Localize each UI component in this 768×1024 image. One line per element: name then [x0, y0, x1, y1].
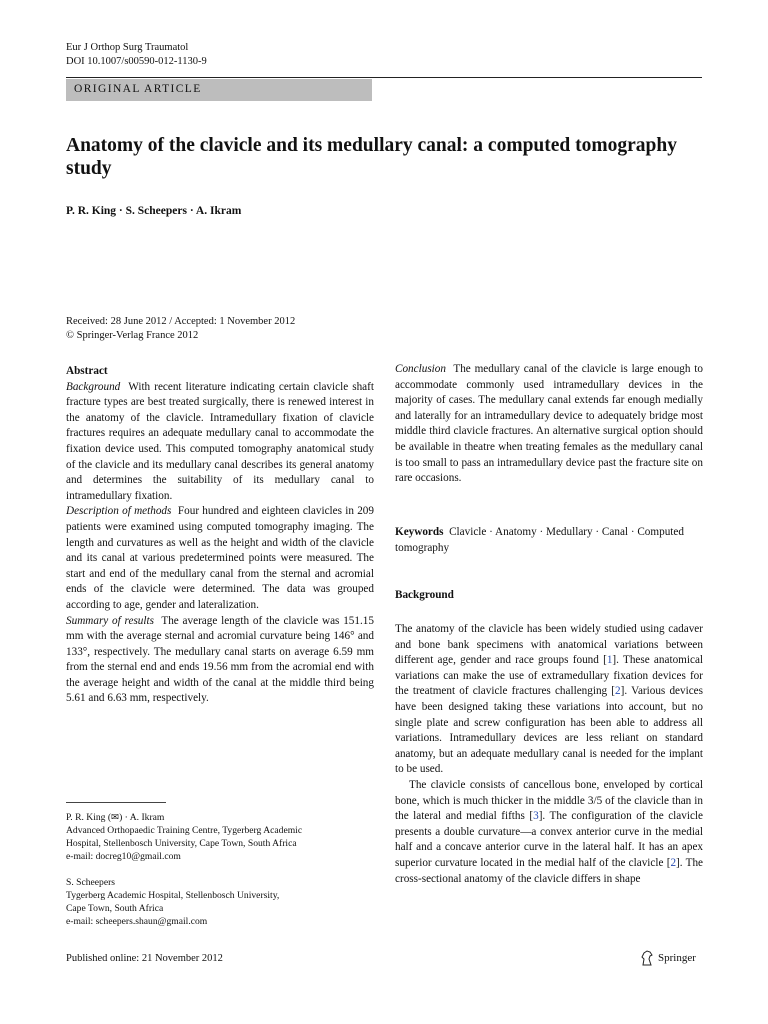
affiliation-1-email[interactable]: e-mail: docreg10@gmail.com — [66, 851, 181, 862]
background-section-body — [395, 622, 703, 887]
publisher-logo — [640, 950, 696, 966]
background-text: With recent literature indicating certain clavicle shaft fracture types are best treated surgically, there is renewed interest in the anatomy of the clavicle. Intramedullary fixation of clavicle fractures requires an adequate medullary canal to accommodate the fixation device used. This computed tomography anatomical study of the clavicle and its medullary canal describes its general anatomy and determines the suitability of its medullary canal to intramedullary fixation. — [66, 380, 374, 502]
affiliation-2-institution: Tygerberg Academic Hospital, Stellenbosch University, — [66, 890, 280, 901]
bg-p1-text-a: The anatomy of the clavicle has been widely studied using cadaver and bone bank specimens with anatomical variations between different age, gender and race groups found [ — [395, 623, 703, 667]
article-type-label: ORIGINAL ARTICLE — [74, 83, 202, 95]
abstract-methods — [66, 504, 374, 613]
author-list: P. R. King · S. Scheepers · A. Ikram — [66, 205, 242, 217]
affiliation-1-authors: P. R. King (✉) · A. Ikram — [66, 812, 165, 823]
citation-link[interactable]: 1 — [606, 654, 613, 667]
citation-link[interactable]: 3 — [533, 810, 539, 823]
citation-link[interactable]: 2 — [615, 685, 621, 698]
publication-dates — [66, 315, 295, 342]
keywords-text: Clavicle · Anatomy · Medullary · Canal · Computed tomography — [395, 526, 684, 554]
abstract-background — [66, 380, 374, 505]
results-text: The average length of the clavicle was 151.15 mm with the average sternal and acromial curvature being 146° and 133°, respectively. The medullary canal starts on average 6.59 mm from the sternal end and ends 19.56 mm from the acromial end with the average height and width of the canal at the middle third being 5.61 and 6.63 mm, respectively. — [66, 614, 374, 705]
copyright: © Springer-Verlag France 2012 — [66, 329, 199, 341]
bg-p2-text-a: The clavicle consists of cancellous bone, enveloped by cortical bone, which is much thicker in the middle 3/5 of the clavicle than in the lateral and medial fifths [ — [395, 778, 703, 823]
abstract-right-column — [395, 362, 703, 487]
springer-horse-icon — [640, 950, 654, 966]
bg-p2-text-c: ]. The cross-sectional anatomy of the clavicle differs in shape — [395, 856, 703, 885]
published-online: Published online: 21 November 2012 — [66, 953, 223, 964]
affiliation-2 — [66, 876, 279, 928]
conclusion-text: The medullary canal of the clavicle is large enough to accommodate commonly used intramedullary devices in the majority of cases. The medullary canal extends far enough medially and laterally for an intramedullary device to adequately bridge most middle third clavicle fractures. An alternative surgical option should be available in theatre when treating females as the medullary canal is too small to pass an intramedullary device past the fracture site on rare occasions. — [395, 363, 703, 485]
background-paragraph-2 — [395, 778, 703, 887]
results-label: Summary of results — [66, 614, 154, 627]
conclusion-label: Conclusion — [395, 363, 446, 375]
affiliation-2-author: S. Scheepers — [66, 877, 116, 888]
background-paragraph-1 — [395, 622, 703, 778]
affiliation-rule — [66, 802, 166, 803]
abstract-results — [66, 614, 374, 708]
affiliation-2-email[interactable]: e-mail: scheepers.shaun@gmail.com — [66, 916, 208, 927]
publisher-name: Springer — [658, 952, 696, 964]
citation-link[interactable]: 2 — [670, 856, 677, 869]
bg-p2-text-b: ]. The configuration of the clavicle presents a double curvature—a convex anterior curve in the medial half and a concave anterior curve in the lateral half. It has an apex superior curvature located in the medial half of the clavicle [ — [395, 810, 704, 869]
bg-p1-text-c: ]. Various devices have been designed taking these variations into account, but no single plate and screw configuration has been able to address all variations. Intramedullary devices are less reliant on standard anatomy, but an adequate medullary canal is needed for the implant to be used. — [395, 685, 703, 776]
affiliation-1 — [66, 811, 302, 863]
keywords-label: Keywords — [395, 526, 444, 538]
keywords — [395, 525, 703, 556]
background-section-heading: Background — [395, 589, 454, 601]
header-rule — [66, 77, 702, 78]
affiliation-1-institution: Advanced Orthopaedic Training Centre, Tygerberg Academic — [66, 825, 303, 836]
abstract-left-column — [66, 364, 374, 707]
journal-header — [66, 41, 207, 69]
article-type-banner — [66, 79, 372, 101]
article-title: Anatomy of the clavicle and its medullary canal: a computed tomography study — [66, 135, 677, 179]
bg-p1-text-b: ]. These anatomical variations can make the use of extramedullary fixation devices for the treatment of clavicle fractures challenging [ — [395, 654, 704, 698]
methods-text: Four hundred and eighteen clavicles in 209 patients were examined using computed tomography imaging. The length and curvatures as well as the height and width of the clavicle and its canal at various predetermined points were measured. The start and end of the medullary canal from the sternal and acromial ends of the clavicle were determined. The data was grouped according to age, gender and lateralization. — [66, 505, 374, 611]
abstract-conclusion — [395, 362, 703, 487]
methods-label: Description of methods — [66, 505, 172, 518]
affiliation-2-location: Cape Town, South Africa — [66, 903, 164, 914]
abstract-heading: Abstract — [66, 365, 108, 377]
doi[interactable]: DOI 10.1007/s00590-012-1130-9 — [66, 56, 207, 67]
background-label: Background — [66, 380, 121, 393]
affiliation-1-location: Hospital, Stellenbosch University, Cape Town, South Africa — [66, 838, 297, 849]
received-accepted: Received: 28 June 2012 / Accepted: 1 November 2012 — [66, 316, 296, 327]
journal-name: Eur J Orthop Surg Traumatol — [66, 42, 189, 53]
